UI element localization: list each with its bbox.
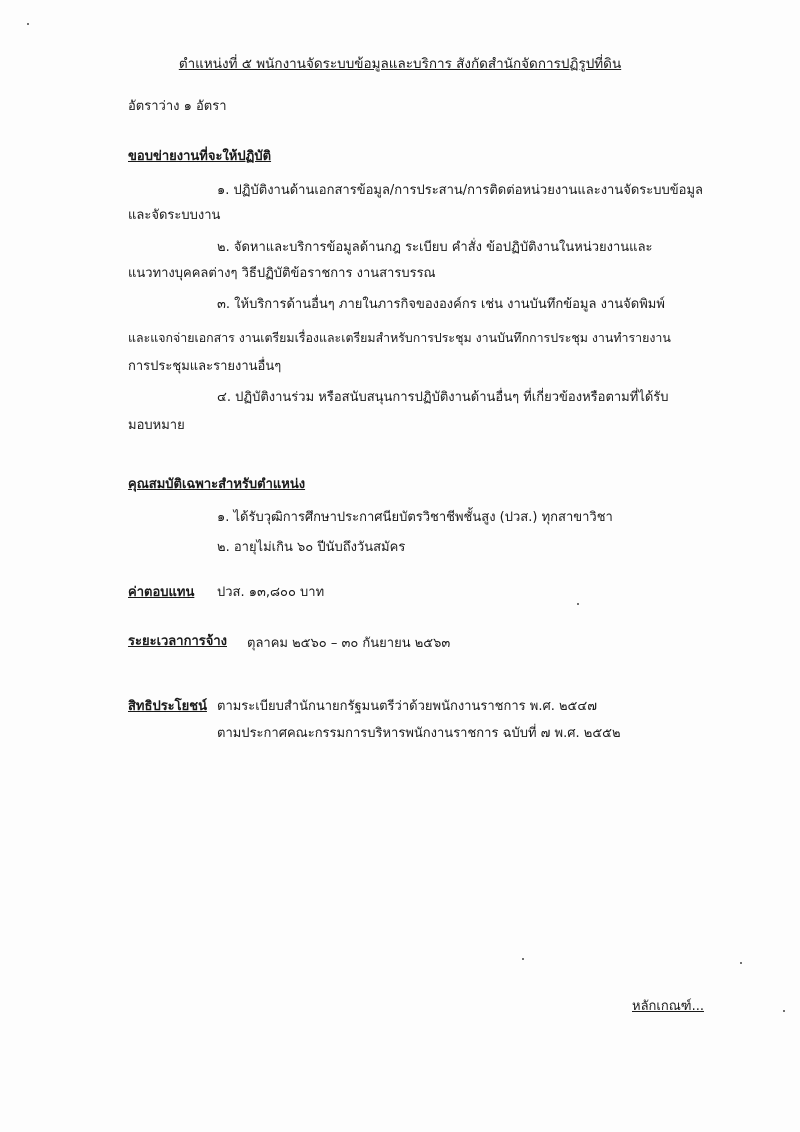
duty-item-4: ๔. ปฏิบัติงานร่วม หรือสนับสนุนการปฏิบัติงานด้านอื่นๆ ที่เกี่ยวข้องหรือตามที่ได้รับ <box>217 390 669 405</box>
duty-item-2: ๒. จัดหาและบริการข้อมูลด้านกฎ ระเบียบ คำสั่ง ข้อปฏิบัติงานในหน่วยงานและ <box>217 240 653 255</box>
duties-heading: ขอบข่ายงานที่จะให้ปฏิบัติ <box>128 149 272 164</box>
scan-speck <box>783 1010 785 1012</box>
employment-period-value: ตุลาคม ๒๕๖๐ – ๓๐ กันยายน ๒๕๖๓ <box>247 636 451 651</box>
duty-item-3-cont2: การประชุมและรายงานอื่นๆ <box>128 359 282 374</box>
scan-speck <box>522 958 524 960</box>
qualification-item-2: ๒. อายุไม่เกิน ๖๐ ปีนับถึงวันสมัคร <box>217 540 406 555</box>
duty-item-2-cont: แนวทางบุคคลต่างๆ วิธีปฏิบัติข้อราชการ งานสารบรรณ <box>128 266 436 281</box>
scan-speck <box>740 962 742 964</box>
scan-speck <box>577 603 579 605</box>
duty-item-1: ๑. ปฏิบัติงานด้านเอกสารข้อมูล/การประสาน/การติดต่อหน่วยงานและงานจัดระบบข้อมูล <box>217 183 703 198</box>
continuation-text: หลักเกณฑ์... <box>632 999 704 1014</box>
benefits-label: สิทธิประโยชน์ <box>128 699 207 714</box>
duty-item-1-cont: และจัดระบบงาน <box>128 208 221 223</box>
vacancy-text: อัตราว่าง ๑ อัตรา <box>128 99 227 114</box>
benefits-line-1: ตามระเบียบสำนักนายกรัฐมนตรีว่าด้วยพนักงานราชการ พ.ศ. ๒๕๔๗ <box>217 699 597 714</box>
duty-item-4-cont: มอบหมาย <box>128 418 185 433</box>
duty-item-3-cont: และแจกจ่ายเอกสาร งานเตรียมเรื่องและเตรียมสำหรับการประชุม งานบันทึกการประชุม งานทำรายงาน <box>128 330 671 345</box>
qualifications-heading: คุณสมบัติเฉพาะสำหรับตำแหน่ง <box>128 477 306 492</box>
scan-speck <box>27 23 29 25</box>
benefits-line-2: ตามประกาศคณะกรรมการบริหารพนักงานราชการ ฉบับที่ ๗ พ.ศ. ๒๕๕๒ <box>217 726 621 741</box>
qualification-item-1: ๑. ได้รับวุฒิการศึกษาประกาศนียบัตรวิชาชีพชั้นสูง (ปวส.) ทุกสาขาวิชา <box>217 510 613 525</box>
employment-period-label: ระยะเวลาการจ้าง <box>128 634 227 649</box>
compensation-label: ค่าตอบแทน <box>128 585 195 600</box>
compensation-value: ปวส. ๑๓,๘๐๐ บาท <box>217 585 325 600</box>
page-title: ตำแหน่งที่ ๕ พนักงานจัดระบบข้อมูลและบริการ สังกัดสำนักจัดการปฏิรูปที่ดิน <box>178 56 622 72</box>
duty-item-3: ๓. ให้บริการด้านอื่นๆ ภายในภารกิจขององค์กร เช่น งานบันทึกข้อมูล งานจัดพิมพ์ <box>217 297 665 312</box>
